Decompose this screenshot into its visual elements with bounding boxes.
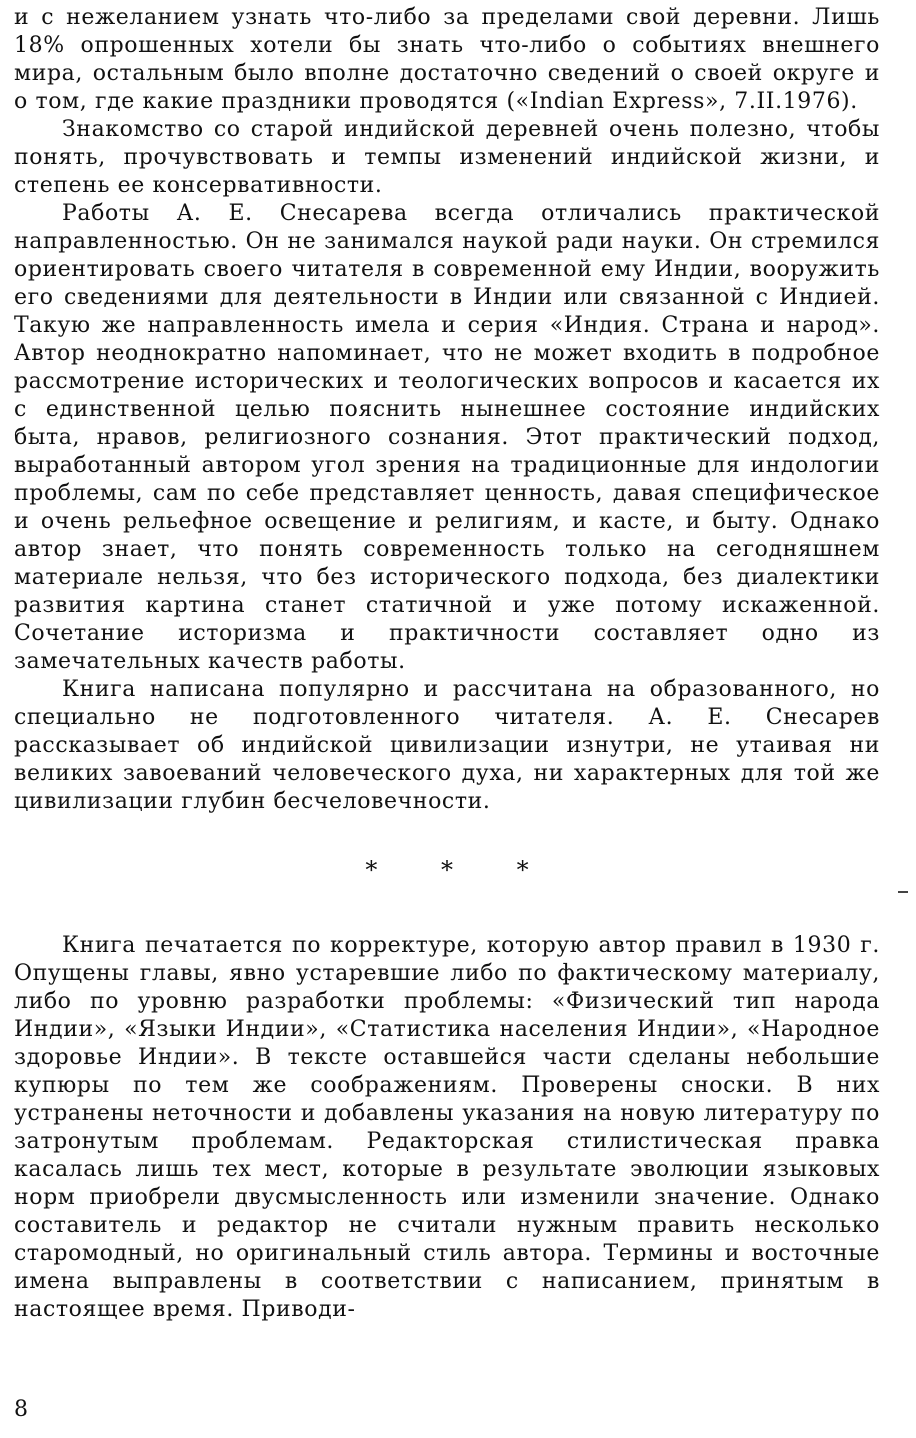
paragraph-snesarev-works: Работы А. Е. Снесарева всегда отличались практической направленностью. Он не занимался наукой ради науки. Он стремился ориентировать своего читателя в современной ему Индии, вооружить его сведениями для деятельности в Индии или связанной с Индией. Такую же направленность имела и серия «Индия. Страна и народ». Автор неоднократно напоминает, что не может входить в подробное рассмотрение исторических и теологических вопросов и касается их с единственной целью пояснить нынешнее состояние индийских быта, нравов, религиозного сознания. Этот практический подход, выработанный автором угол зрения на традиционные для индологии проблемы, сам по себе представляет ценность, давая специфическое и очень рельефное освещение и религиям, и касте, и быту. Однако автор знает, что понять современность только на сегодняшнем материале нельзя, что без исторического подхода, без диалектики развития картина станет статичной и уже потому искаженной. Сочетание историзма и практичности составляет одно из замечательных качеств работы.: [14, 201, 880, 674]
paragraph-village: Знакомство со старой индийской деревней очень полезно, чтобы понять, прочувствовать и темпы изменений индийской жизни, и степень ее консервативности.: [14, 117, 880, 198]
margin-mark: [898, 891, 908, 893]
paragraph-editorial-note: Книга печатается по корректуре, которую автор правил в 1930 г. Опущены главы, явно устаревшие либо по фактическому материалу, либо по уровню разработки проблемы: «Физический тип народа Индии», «Языки Индии», «Статистика населения Индии», «Народное здоровье Индии». В тексте оставшейся части сделаны небольшие купюры по тем же соображениям. Проверены сноски. В них устранены неточности и добавлены указания на новую литературу по затронутым проблемам. Редакторская стилистическая правка касалась лишь тех мест, которые в результате эволюции языковых норм приобрели двусмысленность или изменили значение. Однако составитель и редактор не считали нужным править несколько старомодный, но оригинальный стиль автора. Термины и восточные имена выправлены в соответствии с написанием, принятым в настоящее время. Приводи-: [14, 933, 880, 1322]
body-text: [14, 4, 880, 1324]
section-separator: * * *: [365, 856, 557, 884]
page-number: 8: [14, 1397, 28, 1422]
paragraph-book-audience: Книга написана популярно и рассчитана на образованного, но специально не подготовленного читателя. А. Е. Снесарев рассказывает об индийской цивилизации изнутри, не утаивая ни великих завоеваний человеческого духа, ни характерных для той же цивилизации глубин бесчеловечности.: [14, 677, 880, 814]
paragraph-continuation: и с нежеланием узнать что-либо за пределами свой деревни. Лишь 18% опрошенных хотели бы знать что-либо о событиях внешнего мира, остальным было вполне достаточно сведений о своей округе и о том, где какие праздники проводятся («Indian Express», 7.II.1976).: [14, 5, 880, 114]
